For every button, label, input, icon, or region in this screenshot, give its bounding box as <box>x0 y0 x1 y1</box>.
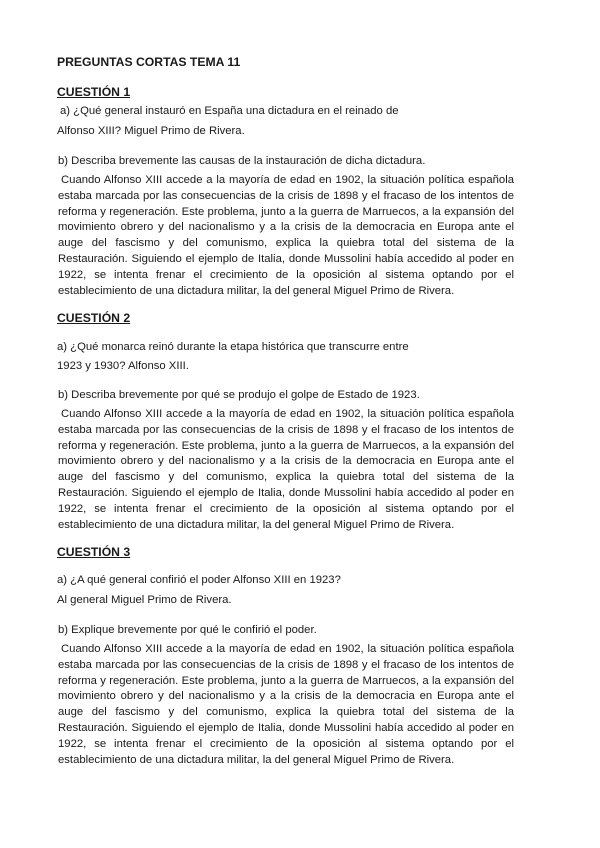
answer-2b: Cuando Alfonso XIII accede a la mayoría de edad en 1902, la situación política española estaba marcada por las consecuencias de la crisis de 1898 y el fracaso de los intentos de reforma y regeneración. Este problema, junto a la guerra de Marruecos, a la expansión del movimiento obrero y del nacionalismo y a la crisis de la democracia en Europa ante el auge del fascismo y del comunismo, explica la quiebra total del sistema de la Restauración. Siguiendo el ejemplo de Italia, donde Mussolini había accedido al poder en 1922, se intenta frenar el crecimiento de la oposición al sistema optando por el establecimiento de una dictadura militar, la del general Miguel Primo de Rivera. <box>58 408 514 531</box>
section-heading-3: CUESTIÓN 3 <box>57 545 131 559</box>
question-3a-line1: a) ¿A qué general confirió el poder Alfonso XIII en 1923? <box>57 574 341 586</box>
question-2b: b) Describa brevemente por qué se produjo el golpe de Estado de 1923. <box>58 389 420 401</box>
answer-3b: Cuando Alfonso XIII accede a la mayoría de edad en 1902, la situación política española estaba marcada por las consecuencias de la crisis de 1898 y el fracaso de los intentos de reforma y regeneración. Este problema, junto a la guerra de Marruecos, a la expansión del movimiento obrero y del nacionalismo y a la crisis de la democracia en Europa ante el auge del fascismo y del comunismo, explica la quiebra total del sistema de la Restauración. Siguiendo el ejemplo de Italia, donde Mussolini había accedido al poder en 1922, se intenta frenar el crecimiento de la oposición al sistema optando por el establecimiento de una dictadura militar, la del general Miguel Primo de Rivera. <box>58 643 514 766</box>
document-title: PREGUNTAS CORTAS TEMA 11 <box>57 55 241 69</box>
question-1b: b) Describa brevemente las causas de la instauración de dicha dictadura. <box>58 155 426 167</box>
section-heading-2: CUESTIÓN 2 <box>57 311 131 325</box>
question-1a-line1: a) ¿Qué general instauró en España una dictadura en el reinado de <box>60 105 399 117</box>
question-2a-line2: 1923 y 1930? Alfonso XIII. <box>57 360 189 372</box>
question-3b: b) Explique brevemente por qué le confirió el poder. <box>58 624 317 636</box>
question-1a-line2: Alfonso XIII? Miguel Primo de Rivera. <box>57 125 245 137</box>
question-2a-line1: a) ¿Qué monarca reinó durante la etapa histórica que transcurre entre <box>57 341 409 353</box>
section-heading-1: CUESTIÓN 1 <box>57 85 131 99</box>
question-3a-line2: Al general Miguel Primo de Rivera. <box>57 594 232 606</box>
answer-1b: Cuando Alfonso XIII accede a la mayoría de edad en 1902, la situación política española estaba marcada por las consecuencias de la crisis de 1898 y el fracaso de los intentos de reforma y regeneración. Este problema, junto a la guerra de Marruecos, a la expansión del movimiento obrero y del nacionalismo y a la crisis de la democracia en Europa ante el auge del fascismo y del comunismo, explica la quiebra total del sistema de la Restauración. Siguiendo el ejemplo de Italia, donde Mussolini había accedido al poder en 1922, se intenta frenar el crecimiento de la oposición al sistema optando por el establecimiento de una dictadura militar, la del general Miguel Primo de Rivera. <box>58 174 514 297</box>
